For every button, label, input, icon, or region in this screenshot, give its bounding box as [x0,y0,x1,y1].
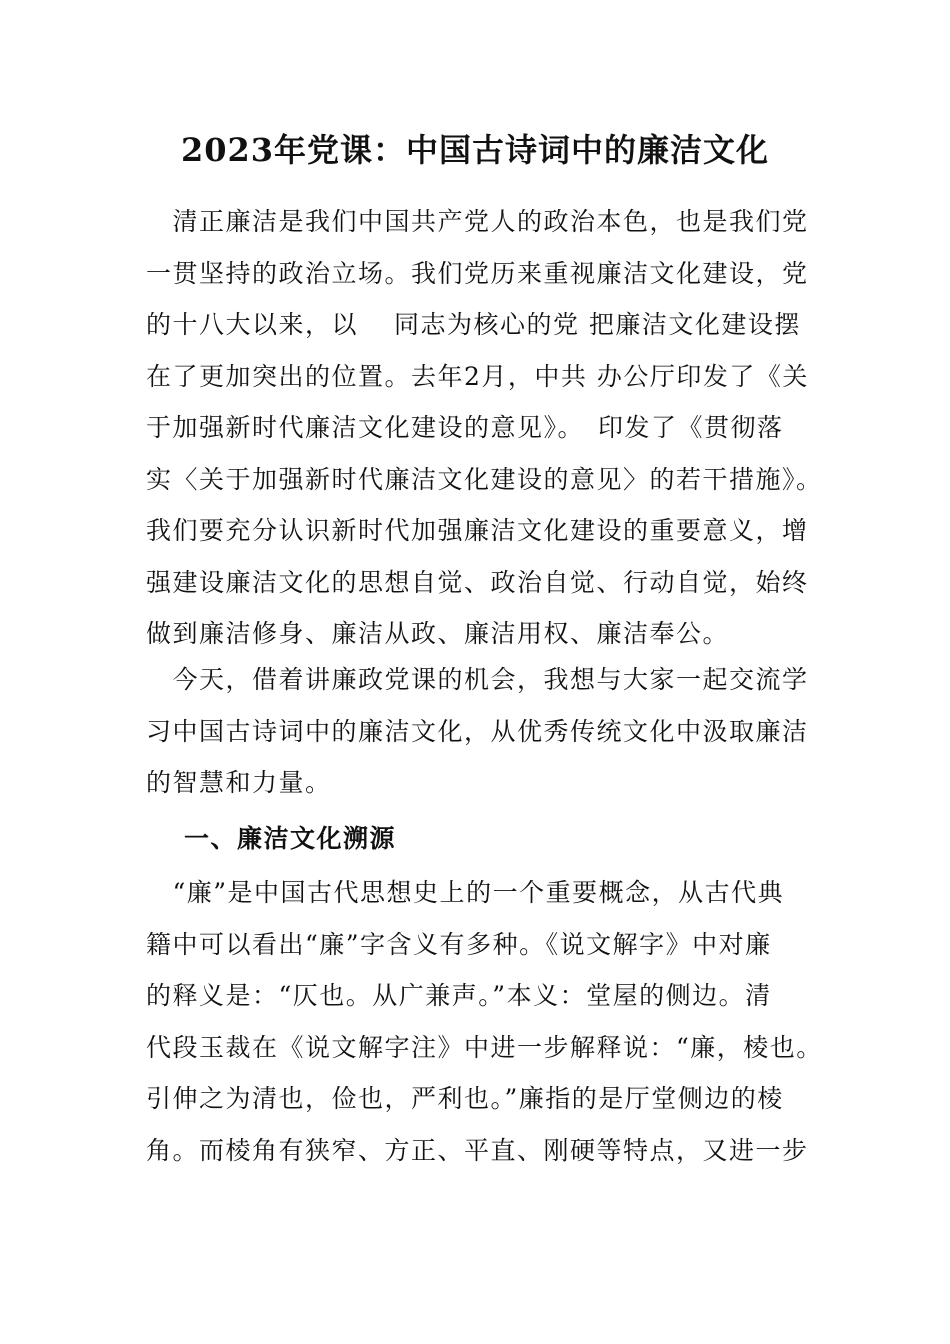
paragraph-line: 的智慧和力量。 [146,768,332,797]
paragraph-line: 籍中可以看出“廉”字含义有多种。《说文解字》中对廉 [146,929,772,959]
paragraph-line: 一贯坚持的政治立场。我们党历来重视廉洁文化建设，党 [146,258,809,288]
paragraph-line: 强建设廉洁文化的思想自觉、政治自觉、行动自觉，始终 [146,567,809,597]
paragraph-line: 我们要充分认识新时代加强廉洁文化建设的重要意义，增 [146,516,809,545]
paragraph-intro [146,196,823,660]
paragraph-line: 在了更加突出的位置。去年2月，中共 办公厅印发了《关 [146,361,809,391]
paragraph-line: 的十八大以来，以 同志为核心的党 把廉洁文化建设摆 [146,310,801,339]
paragraph-line: “廉”是中国古代思想史上的一个重要概念，从古代典 [146,878,785,907]
paragraph-line: 清正廉洁是我们中国共产党人的政治本色，也是我们党 [146,207,809,236]
paragraph-line: 引伸之为清也，俭也，严利也。”廉指的是厅堂侧边的棱 [146,1084,784,1113]
paragraph-line: 习中国古诗词中的廉洁文化，从优秀传统文化中汲取廉洁 [146,716,809,746]
document-title: 2023年党课：中国古诗词中的廉洁文化 [180,131,770,169]
paragraph-line: 角。而棱角有狭窄、方正、平直、刚硬等特点，又进一步 [146,1135,809,1165]
paragraph-line: 于加强新时代廉洁文化建设的意见》。 印发了《贯彻落 [146,413,784,442]
paragraph-line: 代段玉裁在《说文解字注》中进一步解释说：“廉，棱也。 [146,1032,823,1062]
section-heading: 一、廉洁文化溯源 [184,824,397,853]
paragraph-line: 实〈关于加强新时代廉洁文化建设的意见〉的若干措施》。 [146,464,823,494]
paragraph-lian-origin [146,867,823,1176]
paragraph-line: 的释义是：“仄也。从广兼声。”本义：堂屋的侧边。清 [146,981,772,1010]
paragraph-line: 做到廉洁修身、廉洁从政、廉洁用权、廉洁奉公。 [146,619,730,648]
paragraph-line: 今天，借着讲廉政党课的机会，我想与大家一起交流学 [146,665,809,694]
paragraph-today [146,654,809,809]
